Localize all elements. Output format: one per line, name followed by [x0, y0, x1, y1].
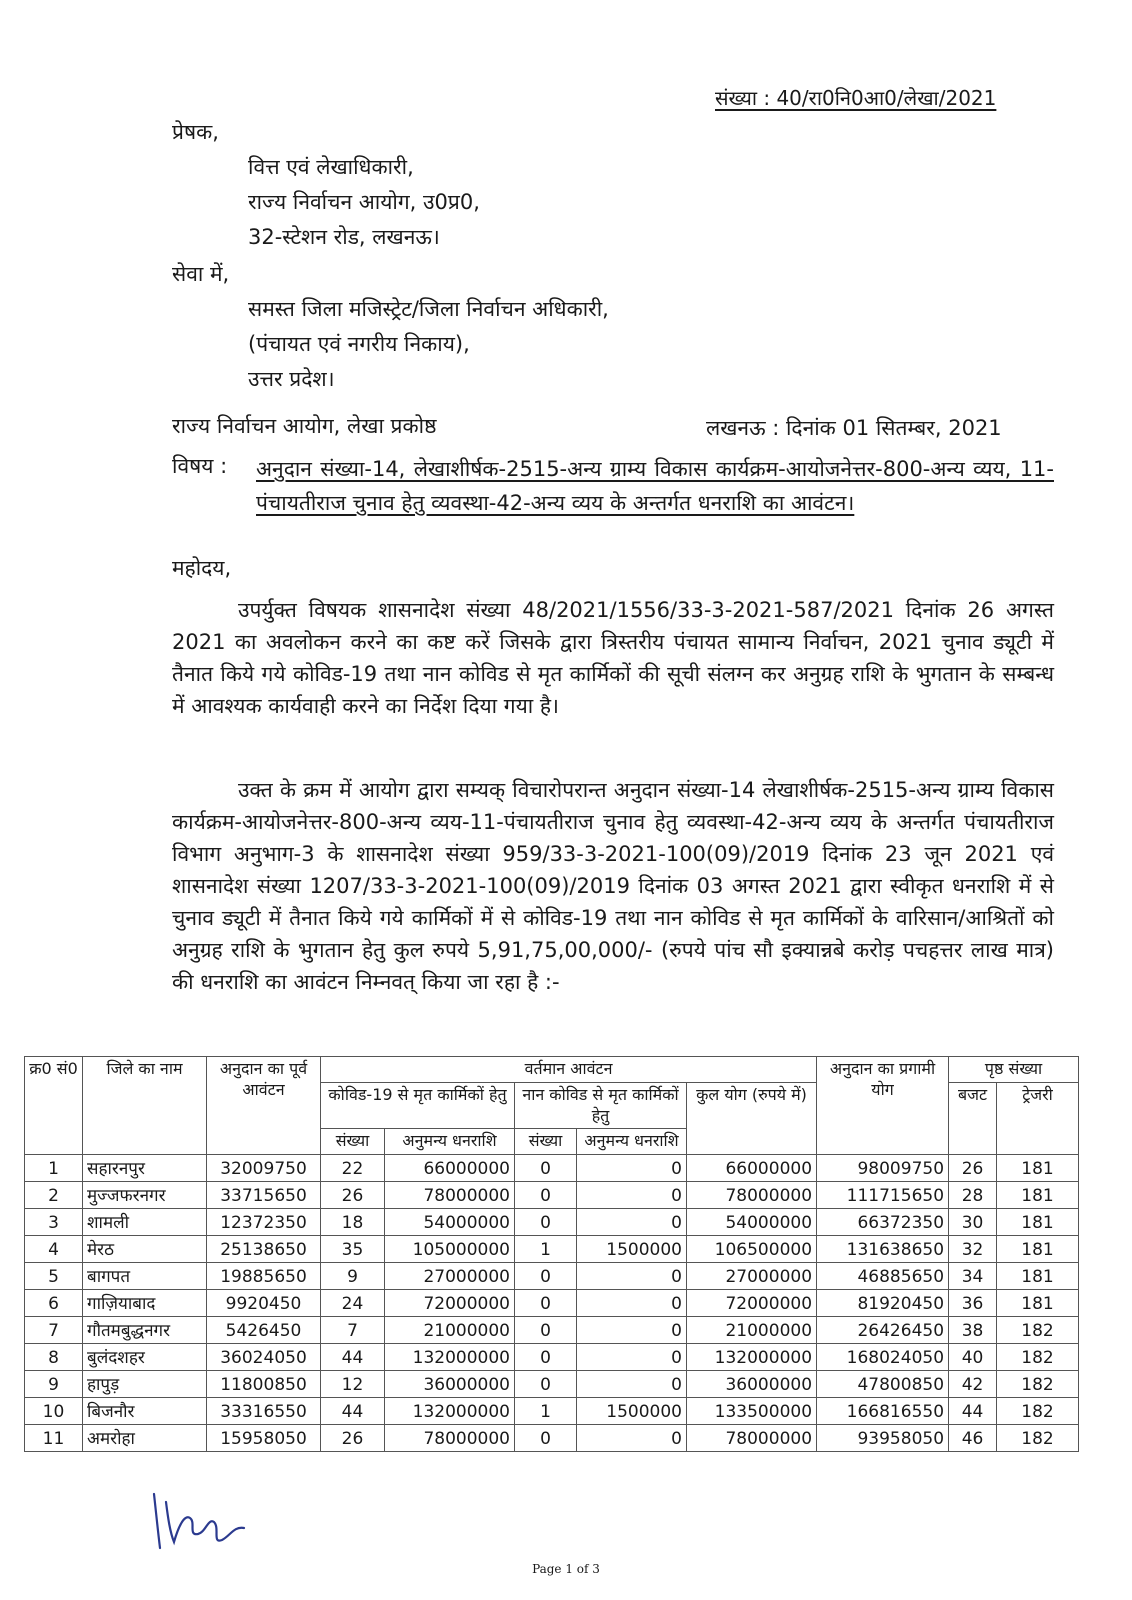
cell-progressive: 81920450: [817, 1290, 949, 1317]
signature-stroke: [154, 1494, 244, 1548]
cell-noncovid-count: 0: [515, 1317, 577, 1344]
cell-budget: 26: [949, 1155, 997, 1182]
cell-previous: 11800850: [207, 1371, 321, 1398]
cell-serial: 4: [25, 1236, 83, 1263]
cell-noncovid-count: 0: [515, 1209, 577, 1236]
cell-covid-count: 26: [321, 1425, 385, 1452]
cell-covid-amount: 105000000: [385, 1236, 515, 1263]
cell-budget: 38: [949, 1317, 997, 1344]
cell-covid-amount: 72000000: [385, 1290, 515, 1317]
cell-total: 133500000: [687, 1398, 817, 1425]
cell-covid-count: 12: [321, 1371, 385, 1398]
cell-covid-count: 44: [321, 1344, 385, 1371]
cell-covid-count: 18: [321, 1209, 385, 1236]
header-serial: क्र0 सं0: [25, 1057, 83, 1155]
cell-treasury: 181: [997, 1182, 1079, 1209]
header-page-number: पृष्ठ संख्या: [949, 1057, 1079, 1083]
cell-budget: 46: [949, 1425, 997, 1452]
allocation-table: [24, 1056, 1079, 1452]
cell-covid-amount: 132000000: [385, 1398, 515, 1425]
cell-covid-count: 24: [321, 1290, 385, 1317]
cell-noncovid-count: 0: [515, 1425, 577, 1452]
sender-line: 32-स्टेशन रोड, लखनऊ।: [248, 225, 440, 249]
cell-budget: 42: [949, 1371, 997, 1398]
cell-total: 132000000: [687, 1344, 817, 1371]
cell-covid-count: 35: [321, 1236, 385, 1263]
header-noncovid-amount: अनुमन्य धनराशि: [577, 1129, 687, 1155]
cell-treasury: 182: [997, 1371, 1079, 1398]
sender-line: वित्त एवं लेखाधिकारी,: [248, 155, 414, 179]
cell-progressive: 26426450: [817, 1317, 949, 1344]
cell-district: गाज़ियाबाद: [83, 1290, 207, 1317]
cell-budget: 44: [949, 1398, 997, 1425]
cell-serial: 5: [25, 1263, 83, 1290]
table-row: [25, 1425, 1079, 1452]
cell-serial: 7: [25, 1317, 83, 1344]
header-district: जिले का नाम: [83, 1057, 207, 1155]
cell-covid-amount: 21000000: [385, 1317, 515, 1344]
subject-label: विषय :: [172, 454, 228, 478]
cell-progressive: 47800850: [817, 1371, 949, 1398]
header-budget: बजट: [949, 1082, 997, 1154]
cell-budget: 30: [949, 1209, 997, 1236]
cell-noncovid-count: 0: [515, 1371, 577, 1398]
header-total: कुल योग (रुपये में): [687, 1082, 817, 1154]
cell-noncovid-amount: 0: [577, 1344, 687, 1371]
table-row: [25, 1290, 1079, 1317]
cell-budget: 34: [949, 1263, 997, 1290]
cell-progressive: 93958050: [817, 1425, 949, 1452]
cell-serial: 3: [25, 1209, 83, 1236]
cell-previous: 25138650: [207, 1236, 321, 1263]
handwritten-signature: [148, 1488, 268, 1552]
sender-label: प्रेषक,: [172, 120, 219, 144]
cell-noncovid-amount: 0: [577, 1155, 687, 1182]
cell-progressive: 98009750: [817, 1155, 949, 1182]
cell-covid-count: 7: [321, 1317, 385, 1344]
cell-treasury: 182: [997, 1425, 1079, 1452]
cell-noncovid-amount: 0: [577, 1209, 687, 1236]
cell-progressive: 66372350: [817, 1209, 949, 1236]
cell-noncovid-count: 1: [515, 1236, 577, 1263]
cell-previous: 9920450: [207, 1290, 321, 1317]
cell-treasury: 181: [997, 1290, 1079, 1317]
recipient-line: उत्तर प्रदेश।: [248, 367, 335, 391]
cell-budget: 32: [949, 1236, 997, 1263]
cell-noncovid-amount: 0: [577, 1371, 687, 1398]
cell-noncovid-amount: 0: [577, 1182, 687, 1209]
table-row: [25, 1263, 1079, 1290]
cell-district: अमरोहा: [83, 1425, 207, 1452]
table-row: [25, 1398, 1079, 1425]
cell-previous: 33316550: [207, 1398, 321, 1425]
cell-previous: 12372350: [207, 1209, 321, 1236]
cell-previous: 19885650: [207, 1263, 321, 1290]
cell-noncovid-amount: 1500000: [577, 1398, 687, 1425]
cell-progressive: 168024050: [817, 1344, 949, 1371]
cell-total: 27000000: [687, 1263, 817, 1290]
cell-total: 21000000: [687, 1317, 817, 1344]
cell-previous: 33715650: [207, 1182, 321, 1209]
page-footer: Page 1 of 3: [532, 1562, 600, 1576]
cell-district: बिजनौर: [83, 1398, 207, 1425]
cell-covid-amount: 132000000: [385, 1344, 515, 1371]
cell-noncovid-amount: 0: [577, 1290, 687, 1317]
header-covid: कोविड-19 से मृत कार्मिकों हेतु: [321, 1082, 515, 1129]
cell-treasury: 182: [997, 1398, 1079, 1425]
header-covid-amount: अनुमन्य धनराशि: [385, 1129, 515, 1155]
table-row: [25, 1209, 1079, 1236]
cell-serial: 2: [25, 1182, 83, 1209]
cell-noncovid-count: 0: [515, 1290, 577, 1317]
cell-budget: 36: [949, 1290, 997, 1317]
cell-budget: 28: [949, 1182, 997, 1209]
cell-district: बुलंदशहर: [83, 1344, 207, 1371]
cell-district: हापुड़: [83, 1371, 207, 1398]
cell-noncovid-count: 1: [515, 1398, 577, 1425]
table-row: [25, 1236, 1079, 1263]
cell-treasury: 181: [997, 1209, 1079, 1236]
cell-total: 78000000: [687, 1182, 817, 1209]
cell-district: बागपत: [83, 1263, 207, 1290]
cell-serial: 10: [25, 1398, 83, 1425]
cell-covid-amount: 27000000: [385, 1263, 515, 1290]
reference-number: संख्या : 40/रा0नि0आ0/लेखा/2021: [715, 86, 997, 110]
cell-treasury: 182: [997, 1317, 1079, 1344]
header-covid-count: संख्या: [321, 1129, 385, 1155]
cell-budget: 40: [949, 1344, 997, 1371]
cell-covid-count: 44: [321, 1398, 385, 1425]
cell-treasury: 181: [997, 1155, 1079, 1182]
recipient-line: (पंचायत एवं नगरीय निकाय),: [248, 332, 470, 356]
paragraph-1: उपर्युक्त विषयक शासनादेश संख्या 48/2021/1556/33-3-2021-587/2021 दिनांक 26 अगस्त 2021 का अवलोकन करने का कष्ट करें जिसके द्वारा त्रिस्तरीय पंचायत सामान्य निर्वाचन, 2021 चुनाव ड्यूटी में तैनात किये गये कोविड-19 तथा नान कोविड से मृत कार्मिकों की सूची संलग्न कर अनुग्रह राशि के भुगतान के सम्बन्ध में आवश्यक कार्यवाही करने का निर्देश दिया गया है।: [172, 598, 1054, 718]
recipient-line: समस्त जिला मजिस्ट्रेट/जिला निर्वाचन अधिकारी,: [248, 297, 609, 321]
salutation: महोदय,: [172, 556, 232, 580]
cell-total: 66000000: [687, 1155, 817, 1182]
cell-total: 54000000: [687, 1209, 817, 1236]
header-previous-allocation: अनुदान का पूर्व आवंटन: [207, 1057, 321, 1155]
cell-district: सहारनपुर: [83, 1155, 207, 1182]
cell-covid-amount: 36000000: [385, 1371, 515, 1398]
cell-progressive: 46885650: [817, 1263, 949, 1290]
cell-covid-amount: 66000000: [385, 1155, 515, 1182]
header-noncovid: नान कोविड से मृत कार्मिकों हेतु: [515, 1082, 687, 1129]
cell-treasury: 181: [997, 1236, 1079, 1263]
table-row: [25, 1182, 1079, 1209]
cell-previous: 36024050: [207, 1344, 321, 1371]
cell-previous: 5426450: [207, 1317, 321, 1344]
cell-serial: 8: [25, 1344, 83, 1371]
cell-district: मुज्जफरनगर: [83, 1182, 207, 1209]
cell-district: गौतमबुद्धनगर: [83, 1317, 207, 1344]
table-row: [25, 1344, 1079, 1371]
cell-noncovid-amount: 1500000: [577, 1236, 687, 1263]
cell-covid-amount: 78000000: [385, 1182, 515, 1209]
header-current-allocation: वर्तमान आवंटन: [321, 1057, 817, 1083]
section-name: राज्य निर्वाचन आयोग, लेखा प्रकोष्ठ: [172, 414, 437, 438]
cell-progressive: 166816550: [817, 1398, 949, 1425]
cell-covid-count: 22: [321, 1155, 385, 1182]
header-progressive-total: अनुदान का प्रगामी योग: [817, 1057, 949, 1155]
table-row: [25, 1371, 1079, 1398]
cell-previous: 15958050: [207, 1425, 321, 1452]
cell-noncovid-count: 0: [515, 1155, 577, 1182]
cell-covid-count: 26: [321, 1182, 385, 1209]
cell-district: मेरठ: [83, 1236, 207, 1263]
table-row: [25, 1317, 1079, 1344]
cell-total: 36000000: [687, 1371, 817, 1398]
cell-total: 78000000: [687, 1425, 817, 1452]
sender-line: राज्य निर्वाचन आयोग, उ0प्र0,: [248, 190, 480, 214]
cell-previous: 32009750: [207, 1155, 321, 1182]
cell-treasury: 181: [997, 1263, 1079, 1290]
cell-progressive: 111715650: [817, 1182, 949, 1209]
recipient-label: सेवा में,: [172, 262, 230, 286]
cell-total: 106500000: [687, 1236, 817, 1263]
date-line: लखनऊ : दिनांक 01 सितम्बर, 2021: [706, 416, 1002, 440]
cell-total: 72000000: [687, 1290, 817, 1317]
cell-serial: 6: [25, 1290, 83, 1317]
subject-text: अनुदान संख्या-14, लेखाशीर्षक-2515-अन्य ग्राम्य विकास कार्यक्रम-आयोजनेत्तर-800-अन्य व्यय, 11-पंचायतीराज चुनाव हेतु व्यवस्था-42-अन्य व्यय के अन्तर्गत धनराशि का आवंटन।: [256, 457, 1054, 515]
paragraph-2: उक्त के क्रम में आयोग द्वारा सम्यक् विचारोपरान्त अनुदान संख्या-14 लेखाशीर्षक-2515-अन्य ग्राम्य विकास कार्यक्रम-आयोजनेत्तर-800-अन्य व्यय-11-पंचायतीराज चुनाव हेतु व्यवस्था-42-अन्य व्यय के अन्तर्गत पंचायतीराज विभाग अनुभाग-3 के शासनादेश संख्या 959/33-3-2021-100(09)/2019 दिनांक 23 जून 2021 एवं शासनादेश संख्या 1207/33-3-2021-100(09)/2019 दिनांक 03 अगस्त 2021 द्वारा स्वीकृत धनराशि में से चुनाव ड्यूटी में तैनात किये गये कार्मिकों में से कोविड-19 तथा नान कोविड से मृत कार्मिकों के वारिसान/आश्रितों को अनुग्रह राशि के भुगतान हेतु कुल रुपये 5,91,75,00,000/- (रुपये पांच सौ इक्यान्नबे करोड़ पचहत्तर लाख मात्र) की धनराशि का आवंटन निम्नवत् किया जा रहा है :-: [172, 778, 1054, 994]
cell-treasury: 182: [997, 1344, 1079, 1371]
cell-covid-count: 9: [321, 1263, 385, 1290]
cell-covid-amount: 54000000: [385, 1209, 515, 1236]
table-row: [25, 1155, 1079, 1182]
cell-district: शामली: [83, 1209, 207, 1236]
cell-noncovid-count: 0: [515, 1344, 577, 1371]
cell-progressive: 131638650: [817, 1236, 949, 1263]
cell-noncovid-count: 0: [515, 1263, 577, 1290]
cell-covid-amount: 78000000: [385, 1425, 515, 1452]
cell-noncovid-amount: 0: [577, 1425, 687, 1452]
header-treasury: ट्रेजरी: [997, 1082, 1079, 1154]
cell-noncovid-count: 0: [515, 1182, 577, 1209]
cell-serial: 11: [25, 1425, 83, 1452]
cell-noncovid-amount: 0: [577, 1263, 687, 1290]
header-noncovid-count: संख्या: [515, 1129, 577, 1155]
cell-noncovid-amount: 0: [577, 1317, 687, 1344]
cell-serial: 1: [25, 1155, 83, 1182]
cell-serial: 9: [25, 1371, 83, 1398]
